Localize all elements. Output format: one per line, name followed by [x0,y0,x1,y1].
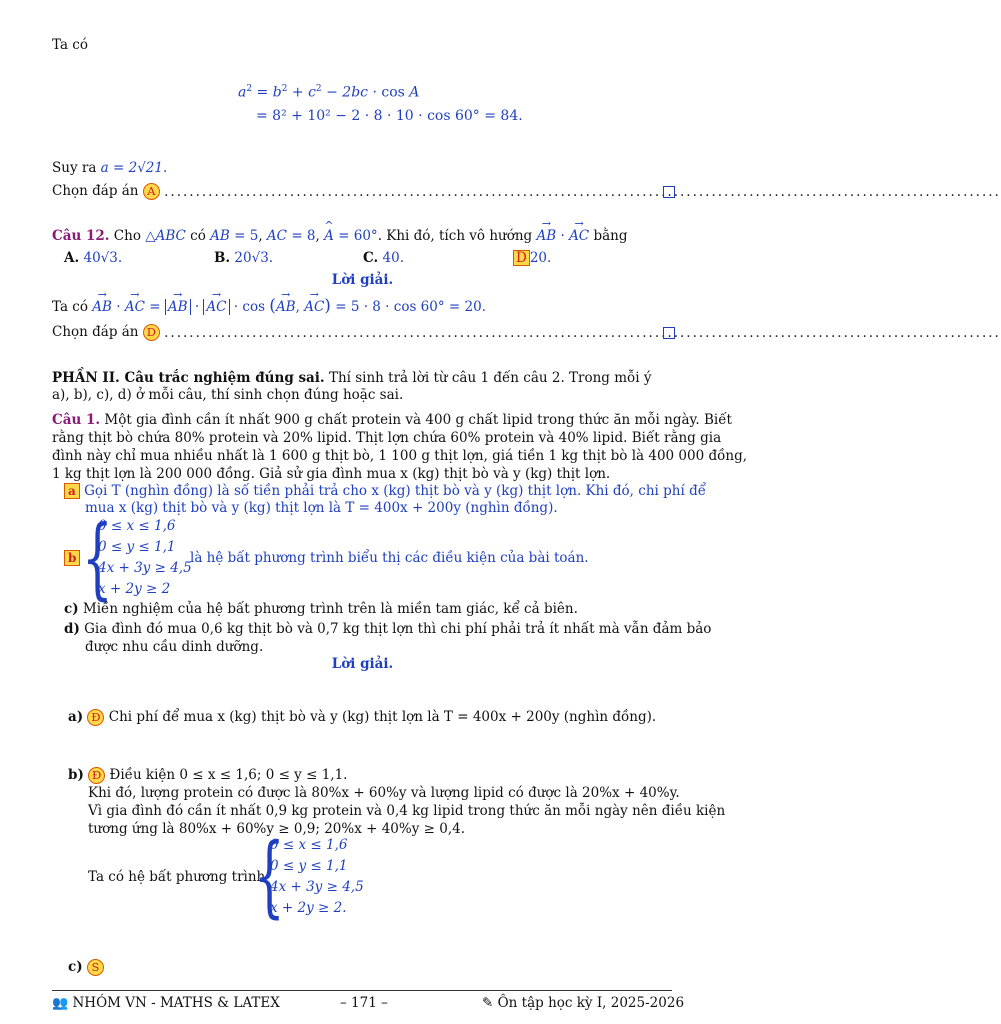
sol-b-sys-label: Ta có hệ bất phương trình [88,869,266,885]
conclusion [52,160,167,176]
formula-line-1: $a^2 = b^2 + c^2 - 2bc \cdot \cos A$ [238,84,420,101]
item-a-badge: a [64,483,80,499]
answer-badge: D [143,324,160,341]
q1-line-2: rằng thịt bò chứa 80% protein và 20% lipid. Thịt lợn chứa 60% protein và 40% lipid. Biết rằng gia [52,430,722,446]
q1-line-3: đình này chỉ mua nhiều nhất là 1 600 g thịt bò, 1 100 g thịt lợn, giá tiền 1 kg thịt bò là 400 000 đồng, [52,448,748,464]
end-box-icon [663,186,675,198]
part2-header [52,370,672,404]
q1-line-1: Câu 1. Một gia đình cần ít nhất 900 g chất protein và 400 g chất lipid trong thức ăn mỗi ngày. Biết [52,412,732,428]
false-mark: S [87,959,104,976]
footer-page-number: – 171 – [340,995,388,1011]
sol-c: c) S [68,959,104,976]
system-line: x + 2y ≥ 2. [270,900,347,916]
system-line: x + 2y ≥ 2 [98,581,171,597]
formula-line-2: = 8² + 10² − 2 · 8 · 10 · cos 60° = 84. [256,108,523,124]
q12-option-c[interactable]: C. 40. [363,250,404,266]
edit-icon: ✎ [482,995,494,1011]
system-brace: { [254,824,285,927]
system-line: 4x + 3y ≥ 4,5 [270,879,364,895]
dot-leader: ..................................................................................................................................... [164,325,1001,341]
system-line: 0 ≤ x ≤ 1,6 [98,518,176,534]
q12-stem: Câu 12. Cho △ABC có AB = 5, AC = 8, ^ A = 60°. Khi đó, tích vô hướng → AB · → AC bằng [52,228,627,244]
part2-instruction: Thí sinh trả lời từ câu 1 đến câu 2. Trong mỗi ý a), b), c), d) ở mỗi câu, thí sinh chọn đúng hoặc sai. [52,370,652,403]
q1-item-a-line-2: mua x (kg) thịt bò và y (kg) thịt lợn là T = 400x + 200y (nghìn đồng). [85,500,558,516]
q1-item-d[interactable]: d) Gia đình đó mua 0,6 kg thịt bò và 0,7 kg thịt lợn thì chi phí phải trả ít nhất mà vẫn đảm bảo [64,621,712,637]
part2-heading: PHẦN II. Câu trắc nghiệm đúng sai. [52,370,325,386]
sol-b-line-2: Khi đó, lượng protein có được là 80%x + 60%y và lượng lipid có được là 20%x + 40%y. [88,785,680,801]
conclusion-label: Suy ra [52,160,97,176]
conclusion-value: a = 2√21. [100,160,168,176]
group-icon: 👥 [52,996,69,1011]
true-mark: Đ [88,767,105,784]
sol-b-line-4: tương ứng là 80%x + 60%y ≥ 0,9; 20%x + 40%y ≥ 0,4. [88,821,466,837]
sol-b: b) Đ Điều kiện 0 ≤ x ≤ 1,6; 0 ≤ y ≤ 1,1. [68,767,348,783]
item-b-badge-wrap[interactable] [64,550,80,566]
system-line: 0 ≤ x ≤ 1,6 [270,837,348,853]
system-brace: { [82,506,113,609]
footer-right: ✎ Ôn tập học kỳ I, 2025-2026 [482,995,685,1011]
q1-item-d-line-2: được nhu cầu dinh dưỡng. [85,639,264,655]
q1-label: Câu 1. [52,412,101,428]
q1-solution-title: Lời giải. [331,656,394,672]
intro-text: Ta có [52,37,88,53]
q12-option-a[interactable]: A. 40√3. [64,250,123,266]
true-mark: Đ [87,709,104,726]
q12-option-d[interactable]: D 20. [513,250,551,266]
system-line: 4x + 3y ≥ 4,5 [98,560,192,576]
q1-item-c[interactable]: c) Miền nghiệm của hệ bất phương trình trên là miền tam giác, kể cả biên. [64,601,578,617]
answer-row-q12 [52,324,1001,341]
system-line: 0 ≤ y ≤ 1,1 [98,539,176,555]
footer-rule [52,990,672,991]
q12-solution-title: Lời giải. [331,272,394,288]
sol-a: a) Đ Chi phí để mua x (kg) thịt bò và y (kg) thịt lợn là T = 400x + 200y (nghìn đồng). [68,709,657,725]
answer-badge: A [143,183,160,200]
sol-b-line-3: Vì gia đình đó cần ít nhất 0,9 kg protein và 0,4 kg lipid trong thức ăn mỗi ngày nên điều kiện [88,803,726,819]
q12-solution: Ta có → AB · → AC = → AB · → AC · cos (→ AB, → AC) = 5 · 8 · cos 60° = 20. [52,296,486,316]
q1-item-a[interactable]: a Gọi T (nghìn đồng) là số tiền phải trả cho x (kg) thịt bò và y (kg) thịt lợn. Khi đó, chi phí để [64,483,706,499]
q12-option-b[interactable]: B. 20√3. [214,250,274,266]
q1-line-4: 1 kg thịt lợn là 200 000 đồng. Giả sử gia đình mua x (kg) thịt bò và y (kg) thịt lợn. [52,466,611,482]
q12-label: Câu 12. [52,228,110,244]
dot-leader: ..................................................................................................................................... [164,184,1001,200]
answer-label: Chọn đáp án [52,183,139,199]
q1-item-b-text: là hệ bất phương trình biểu thị các điều kiện của bài toán. [190,550,589,566]
item-b-badge: b [64,550,80,566]
answer-label: Chọn đáp án [52,324,139,340]
footer-left: 👥 NHÓM VN - MATHS & LATEX [52,995,280,1011]
answer-row-q11 [52,183,1001,200]
end-box-icon [663,327,675,339]
system-line: 0 ≤ y ≤ 1,1 [270,858,348,874]
